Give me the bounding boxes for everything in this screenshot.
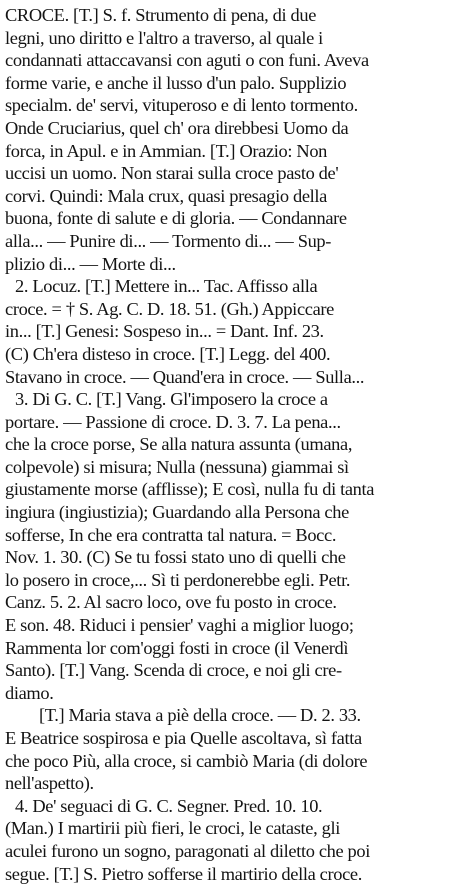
text-line: uccisi un uomo. Non starai sulla croce pasto de' <box>5 163 339 184</box>
text-line: segue. [T.] S. Pietro sofferse il martirio della croce. <box>5 863 362 884</box>
text-line: che la croce porse, Se alla natura assunta (umana, <box>5 434 353 455</box>
text-line: legni, uno diritto e l'altro a traverso, al quale i <box>5 27 323 48</box>
text-line: 4. De' seguaci di G. C. Segner. Pred. 10. 10. <box>15 795 323 816</box>
text-line: sofferse, In che era contratta tal natura. = Bocc. <box>5 524 337 545</box>
text-line: E son. 48. Riduci i pensier' vaghi a miglior luogo; <box>5 615 354 636</box>
text-line: che poco Più, alla croce, si cambiò Maria (di dolore <box>5 750 368 771</box>
text-line: colpevole) si misura; Nulla (nessuna) giammai sì <box>5 456 349 477</box>
text-line: diamo. <box>5 682 54 703</box>
text-line: Rammenta lor com'oggi fosti in croce (il Venerdì <box>5 637 349 658</box>
text-line: buona, fonte di salute e di gloria. — Condannare <box>5 208 347 229</box>
text-line: E Beatrice sospirosa e pia Quelle ascoltava, sì fatta <box>5 728 362 748</box>
text-line: Onde Cruciarius, quel ch' ora direbbesi Uomo da <box>5 117 349 138</box>
text-line: croce. = † S. Ag. C. D. 18. 51. (Gh.) Appiccare <box>5 298 334 319</box>
text-line: forme varie, e anche il lusso d'un palo. Supplizio <box>5 72 347 93</box>
text-line: Stavano in croce. — Quand'era in croce. — Sulla... <box>5 366 365 387</box>
text-line: 2. Locuz. [T.] Mettere in... Tac. Affisso alla <box>15 276 318 297</box>
text-line: 3. Di G. C. [T.] Vang. Gl'imposero la croce a <box>15 389 328 410</box>
text-line: CROCE. [T.] S. f. Strumento di pena, di due <box>5 5 317 25</box>
text-line: Nov. 1. 30. (C) Se tu fossi stato uno di quelli che <box>5 547 346 568</box>
text-line: giustamente morse (afflisse); E così, nulla fu di tanta <box>5 479 375 500</box>
text-line: (Man.) I martirii più fieri, le croci, le cataste, gli <box>5 818 340 839</box>
text-line: (C) Ch'era disteso in croce. [T.] Legg. del 400. <box>5 343 331 364</box>
text-line: aculei furono un sogno, paragonati al diletto che poi <box>5 840 370 861</box>
text-line: alla... — Punire di... — Tormento di... — Sup- <box>5 230 332 251</box>
text-line: plizio di... — Morte di... <box>5 253 176 274</box>
text-line: Santo). [T.] Vang. Scenda di croce, e noi gli cre- <box>5 660 342 681</box>
text-line: specialm. de' servi, vituperoso e di lento tormento. <box>5 95 358 116</box>
text-line: ingiura (ingiustizia); Guardando alla Persona che <box>5 502 349 523</box>
text-line: in... [T.] Genesi: Sospeso in... = Dant. Inf. 23. <box>5 321 324 342</box>
text-line: nell'aspetto). <box>5 773 94 794</box>
text-line: forca, in Apul. e in Ammian. [T.] Orazio: Non <box>5 140 328 161</box>
text-line: Canz. 5. 2. Al sacro loco, ove fu posto in croce. <box>5 592 337 613</box>
text-line: lo posero in croce,... Sì ti perdonerebbe egli. Petr. <box>5 569 351 590</box>
text-line: condannati attaccavansi con aguti o con funi. Aveva <box>5 50 369 71</box>
text-line: portare. — Passione di croce. D. 3. 7. La pena... <box>5 411 341 432</box>
text-line: corvi. Quindi: Mala crux, quasi presagio della <box>5 185 327 206</box>
text-line: [T.] Maria stava a piè della croce. — D. 2. 33. <box>39 705 361 726</box>
